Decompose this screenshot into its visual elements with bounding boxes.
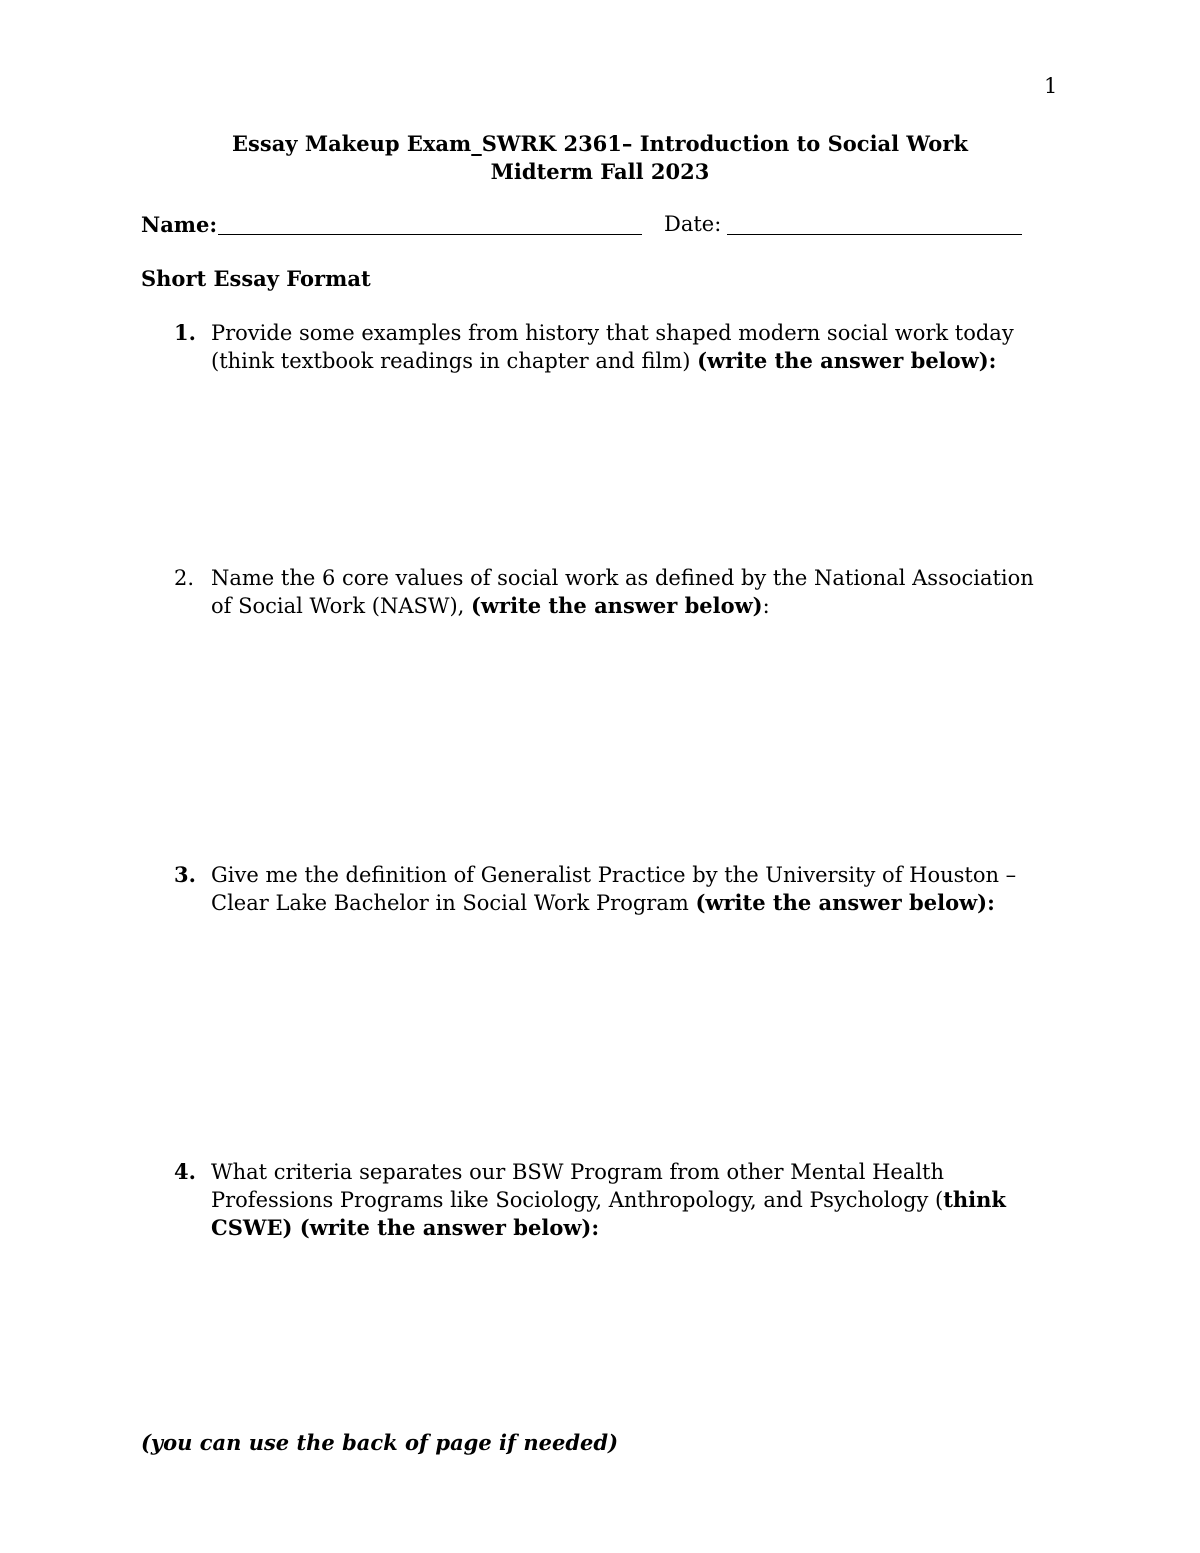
name-label: Name: bbox=[141, 212, 218, 237]
question-instruction-tail: : bbox=[762, 594, 770, 618]
date-field-line[interactable] bbox=[727, 234, 1022, 235]
question-instruction: (write the answer below) bbox=[471, 593, 763, 618]
page-number: 1 bbox=[1044, 74, 1058, 98]
answer-area-3[interactable] bbox=[211, 925, 1051, 1155]
question-instruction: think CSWE) (write the answer below): bbox=[211, 1187, 1006, 1240]
question-number: 4. bbox=[174, 1159, 196, 1184]
answer-area-4[interactable] bbox=[211, 1250, 1051, 1410]
answer-area-2[interactable] bbox=[211, 628, 1051, 858]
section-heading: Short Essay Format bbox=[141, 266, 371, 291]
date-label: Date: bbox=[664, 212, 722, 236]
question-body: Name the 6 core values of social work as defined by the National Association of Social Work (NASW), bbox=[211, 566, 1034, 618]
exam-title: Essay Makeup Exam_SWRK 2361– Introduction to Social Work bbox=[232, 131, 968, 156]
question-text bbox=[211, 861, 1051, 917]
exam-title-block bbox=[0, 130, 1200, 186]
question-body: Provide some examples from history that shaped modern social work today (think textbook readings in chapter and film) bbox=[211, 321, 1014, 373]
question-text bbox=[211, 564, 1051, 620]
question-number: 1. bbox=[174, 320, 196, 345]
question-number: 3. bbox=[174, 862, 196, 887]
question-text bbox=[211, 1158, 1051, 1242]
name-date-row bbox=[141, 212, 1041, 242]
question-instruction: (write the answer below): bbox=[697, 348, 997, 373]
question-instruction: (write the answer below): bbox=[695, 890, 995, 915]
question-text bbox=[211, 319, 1051, 375]
question-body: What criteria separates our BSW Program from other Mental Health Professions Programs like Sociology, Anthropology, and Psychology ( bbox=[211, 1160, 945, 1212]
name-field-line[interactable] bbox=[218, 234, 642, 235]
question-number: 2. bbox=[174, 566, 195, 590]
footer-note: (you can use the back of page if needed) bbox=[141, 1430, 619, 1455]
question-body: Give me the definition of Generalist Practice by the University of Houston – Clear Lake Bachelor in Social Work Program bbox=[211, 863, 1017, 915]
answer-area-1[interactable] bbox=[211, 383, 1051, 563]
exam-subtitle: Midterm Fall 2023 bbox=[490, 159, 710, 184]
